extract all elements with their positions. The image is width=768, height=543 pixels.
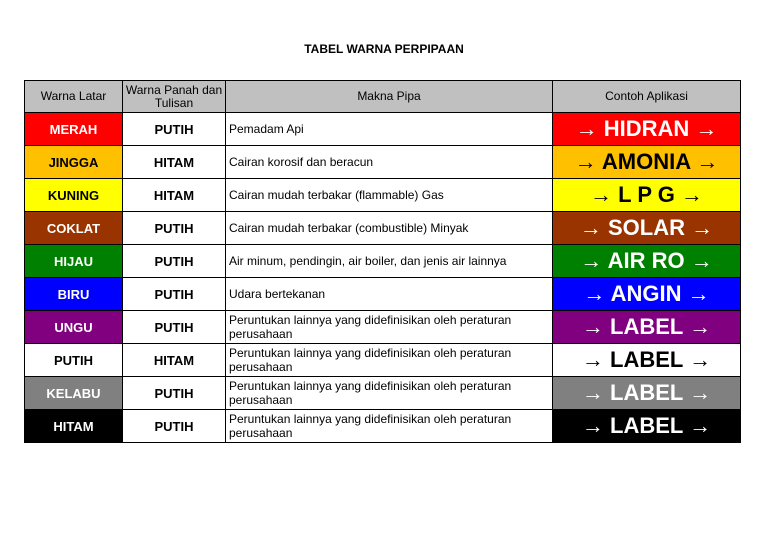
header-row [25, 81, 741, 113]
header-contoh-aplikasi: Contoh Aplikasi [553, 81, 741, 113]
header-warna-panah: Warna Panah dan Tulisan [123, 81, 226, 113]
cell-makna-pipa: Pemadam Api [226, 113, 553, 146]
cell-makna-pipa: Peruntukan lainnya yang didefinisikan oleh peraturan perusahaan [226, 311, 553, 344]
cell-warna-panah: PUTIH [123, 278, 226, 311]
table-row [25, 410, 741, 443]
table-row [25, 245, 741, 278]
cell-warna-panah: HITAM [123, 344, 226, 377]
cell-warna-latar: UNGU [25, 311, 123, 344]
cell-makna-pipa: Air minum, pendingin, air boiler, dan jenis air lainnya [226, 245, 553, 278]
cell-contoh-aplikasi: → LABEL → [553, 344, 741, 377]
cell-contoh-aplikasi: → AMONIA → [553, 146, 741, 179]
cell-warna-panah: PUTIH [123, 377, 226, 410]
cell-warna-latar: MERAH [25, 113, 123, 146]
cell-contoh-aplikasi: → AIR RO → [553, 245, 741, 278]
cell-warna-panah: PUTIH [123, 212, 226, 245]
table-row [25, 113, 741, 146]
cell-contoh-aplikasi: → HIDRAN → [553, 113, 741, 146]
cell-warna-latar: HIJAU [25, 245, 123, 278]
pipe-color-table [24, 80, 741, 443]
cell-warna-latar: KUNING [25, 179, 123, 212]
cell-warna-panah: HITAM [123, 146, 226, 179]
cell-warna-latar: BIRU [25, 278, 123, 311]
cell-warna-panah: PUTIH [123, 113, 226, 146]
table-row [25, 278, 741, 311]
cell-contoh-aplikasi: → LABEL → [553, 311, 741, 344]
cell-contoh-aplikasi: → LABEL → [553, 377, 741, 410]
cell-warna-panah: HITAM [123, 179, 226, 212]
table-row [25, 146, 741, 179]
cell-makna-pipa: Cairan korosif dan beracun [226, 146, 553, 179]
cell-warna-panah: PUTIH [123, 245, 226, 278]
cell-warna-latar: KELABU [25, 377, 123, 410]
table-row [25, 311, 741, 344]
table-row [25, 344, 741, 377]
cell-warna-panah: PUTIH [123, 410, 226, 443]
cell-warna-latar: COKLAT [25, 212, 123, 245]
cell-contoh-aplikasi: → SOLAR → [553, 212, 741, 245]
cell-warna-latar: HITAM [25, 410, 123, 443]
cell-warna-latar: JINGGA [25, 146, 123, 179]
cell-makna-pipa: Peruntukan lainnya yang didefinisikan oleh peraturan perusahaan [226, 410, 553, 443]
cell-makna-pipa: Cairan mudah terbakar (flammable) Gas [226, 179, 553, 212]
cell-makna-pipa: Udara bertekanan [226, 278, 553, 311]
cell-makna-pipa: Cairan mudah terbakar (combustible) Minyak [226, 212, 553, 245]
cell-contoh-aplikasi: → ANGIN → [553, 278, 741, 311]
cell-warna-latar: PUTIH [25, 344, 123, 377]
table-row [25, 212, 741, 245]
header-makna-pipa: Makna Pipa [226, 81, 553, 113]
cell-warna-panah: PUTIH [123, 311, 226, 344]
cell-contoh-aplikasi: → LABEL → [553, 410, 741, 443]
table-row [25, 377, 741, 410]
page-title: TABEL WARNA PERPIPAAN [304, 42, 464, 56]
header-warna-latar: Warna Latar [25, 81, 123, 113]
cell-makna-pipa: Peruntukan lainnya yang didefinisikan oleh peraturan perusahaan [226, 344, 553, 377]
table-row [25, 179, 741, 212]
cell-contoh-aplikasi: → L P G → [553, 179, 741, 212]
cell-makna-pipa: Peruntukan lainnya yang didefinisikan oleh peraturan perusahaan [226, 377, 553, 410]
